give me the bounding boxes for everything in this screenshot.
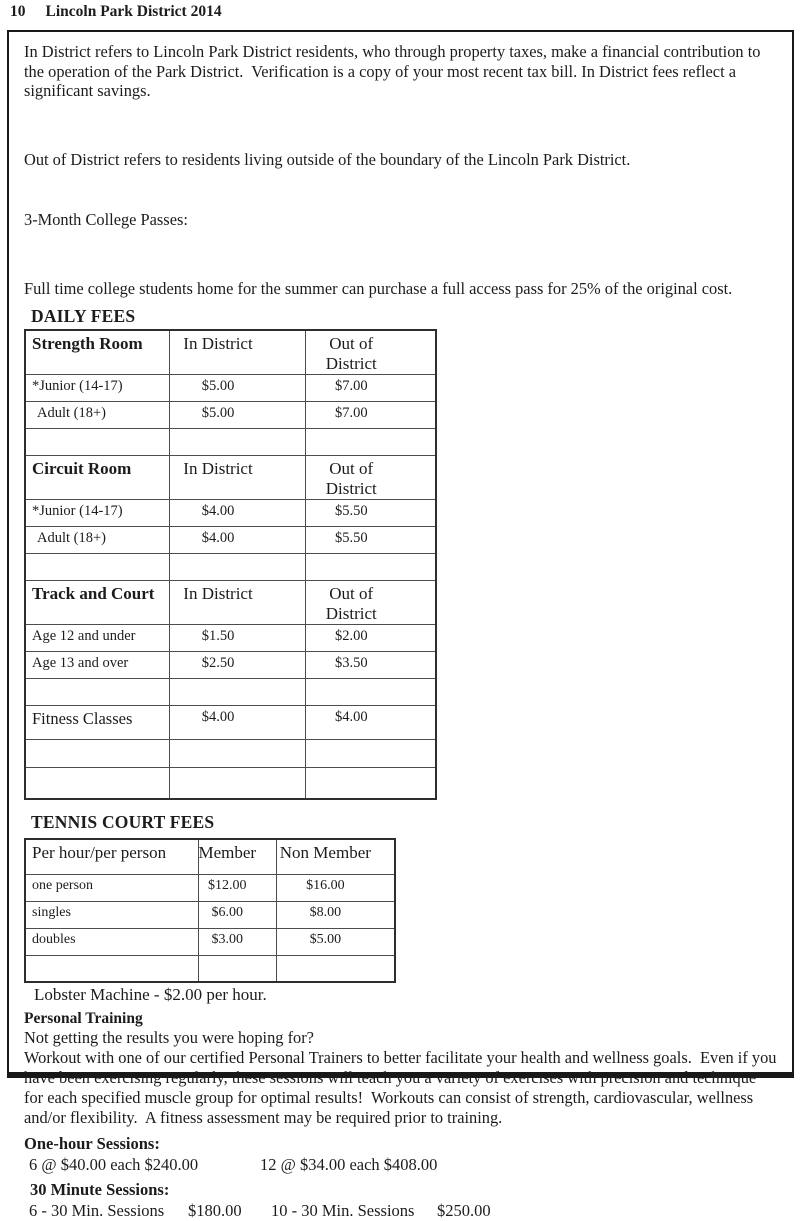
fee-value-cell: $5.00 [169, 375, 305, 402]
in-district-column-header: In District [169, 581, 305, 625]
empty-cell [25, 740, 169, 768]
empty-cell [305, 554, 436, 581]
fee-value-cell: $8.00 [277, 902, 395, 929]
spacer-row [25, 956, 395, 982]
track-age13-row [25, 652, 436, 679]
daily-fees-heading: DAILY FEES [31, 306, 136, 327]
fee-label-cell: Age 12 and under [25, 625, 169, 652]
one-person-row [25, 875, 395, 902]
fee-value-cell: $4.00 [305, 706, 436, 740]
singles-row [25, 902, 395, 929]
empty-cell [25, 679, 169, 706]
fee-value-cell: $7.00 [305, 375, 436, 402]
track-court-header-row [25, 581, 436, 625]
one-hour-option-1: 6 @ $40.00 each $240.00 [29, 1154, 199, 1174]
personal-training-heading: Personal Training [24, 1009, 143, 1027]
empty-cell [169, 679, 305, 706]
empty-cell [277, 956, 395, 982]
track-age12-row [25, 625, 436, 652]
fee-label-cell: Adult (18+) [25, 527, 169, 554]
empty-cell [25, 429, 169, 456]
fee-label-cell: *Junior (14-17) [25, 375, 169, 402]
thirty-minute-sessions-line [29, 1201, 778, 1221]
page-header [10, 3, 222, 21]
tennis-court-fees-table [24, 838, 396, 983]
page-number: 10 [10, 3, 26, 20]
out-of-district-line: Out of District refers to residents living outside of the boundary of the Lincoln Park District. [24, 150, 631, 170]
out-of-district-paragraph [24, 111, 778, 269]
fee-value-cell: $12.00 [198, 875, 277, 902]
member-column-header: Member [198, 839, 277, 875]
empty-cell [305, 740, 436, 768]
in-district-paragraph: In District refers to Lincoln Park District residents, who through property taxes, make a financial contribution to the operation of the Park District. Verification is a copy of your most recent tax bill. In District fees reflect a significant savings. [24, 42, 765, 101]
empty-cell [25, 956, 198, 982]
spacer-row [25, 429, 436, 456]
spacer-row [25, 554, 436, 581]
empty-cell [169, 429, 305, 456]
fee-label-cell: doubles [25, 929, 198, 956]
strength-adult-row [25, 402, 436, 429]
personal-training-body: Workout with one of our certified Personal Trainers to better facilitate your health and wellness goals. Even if you have been exercising regularly, these sessions will teach you a variety of exercises with precision and technique for each specified muscle group for optimal results! Workouts can consist of strength, cardiovascular, wellness and/or flexibility. A fitness assessment may be required prior to training. [24, 1047, 781, 1127]
empty-cell [169, 554, 305, 581]
lobster-machine-note: Lobster Machine - $2.00 per hour. [34, 984, 267, 1004]
out-of-district-column-header: Out of District [305, 581, 436, 625]
empty-cell [305, 429, 436, 456]
personal-training-intro-line: Not getting the results you were hoping for? [24, 1027, 314, 1047]
fee-value-cell: $4.00 [169, 500, 305, 527]
strength-room-header-row [25, 330, 436, 375]
tennis-header-row [25, 839, 395, 875]
thirty-minute-item-2-price: $250.00 [437, 1200, 491, 1220]
non-member-column-header: Non Member [277, 839, 395, 875]
fee-label-cell: one person [25, 875, 198, 902]
empty-cell [169, 740, 305, 768]
page-title: Lincoln Park District 2014 [45, 3, 222, 20]
circuit-room-title-cell: Circuit Room [25, 456, 169, 500]
fee-value-cell: $4.00 [169, 527, 305, 554]
track-court-title-cell: Track and Court [25, 581, 169, 625]
thirty-minute-sessions-heading: 30 Minute Sessions: [30, 1179, 170, 1199]
empty-cell [198, 956, 277, 982]
fee-label-cell: Adult (18+) [25, 402, 169, 429]
empty-cell [25, 768, 169, 799]
circuit-adult-row [25, 527, 436, 554]
fee-value-cell: $6.00 [198, 902, 277, 929]
thirty-minute-item-1-price: $180.00 [188, 1200, 242, 1220]
fee-value-cell: $1.50 [169, 625, 305, 652]
fee-value-cell: $3.00 [198, 929, 277, 956]
circuit-junior-row [25, 500, 436, 527]
fee-value-cell: $5.50 [305, 527, 436, 554]
fee-value-cell: $2.50 [169, 652, 305, 679]
fitness-classes-row [25, 706, 436, 740]
daily-fees-table [24, 329, 437, 800]
fee-label-cell: Age 13 and over [25, 652, 169, 679]
fee-value-cell: $5.00 [277, 929, 395, 956]
college-passes-line: 3-Month College Passes: [24, 209, 188, 229]
fitness-classes-label-cell: Fitness Classes [25, 706, 169, 740]
spacer-row [25, 679, 436, 706]
fee-label-cell: *Junior (14-17) [25, 500, 169, 527]
fee-value-cell: $4.00 [169, 706, 305, 740]
fee-label-cell: singles [25, 902, 198, 929]
empty-cell [169, 768, 305, 799]
one-hour-sessions-line [29, 1155, 778, 1175]
spacer-row [25, 768, 436, 799]
strength-room-title-cell: Strength Room [25, 330, 169, 375]
fee-value-cell: $3.50 [305, 652, 436, 679]
thirty-minute-item-2-label: 10 - 30 Min. Sessions [271, 1200, 415, 1220]
content-box [7, 30, 794, 1220]
in-district-column-header: In District [169, 456, 305, 500]
doubles-row [25, 929, 395, 956]
in-district-column-header: In District [169, 330, 305, 375]
fee-value-cell: $5.00 [169, 402, 305, 429]
out-of-district-column-header: Out of District [305, 456, 436, 500]
tennis-court-fees-heading: TENNIS COURT FEES [31, 811, 215, 832]
strength-junior-row [25, 375, 436, 402]
fee-value-cell: $16.00 [277, 875, 395, 902]
college-detail-paragraph: Full time college students home for the summer can purchase a full access pass for 25% of the original cost. [24, 278, 733, 298]
fee-value-cell: $7.00 [305, 402, 436, 429]
fee-value-cell: $2.00 [305, 625, 436, 652]
circuit-room-header-row [25, 456, 436, 500]
empty-cell [25, 554, 169, 581]
per-hour-column-header: Per hour/per person [25, 839, 198, 875]
thirty-minute-item-1-label: 6 - 30 Min. Sessions [29, 1200, 165, 1220]
fee-value-cell: $5.50 [305, 500, 436, 527]
spacer-row [25, 740, 436, 768]
out-of-district-column-header: Out of District [305, 330, 436, 375]
empty-cell [305, 679, 436, 706]
empty-cell [305, 768, 436, 799]
one-hour-option-2: 12 @ $34.00 each $408.00 [260, 1154, 438, 1174]
one-hour-sessions-heading: One-hour Sessions: [24, 1133, 160, 1153]
